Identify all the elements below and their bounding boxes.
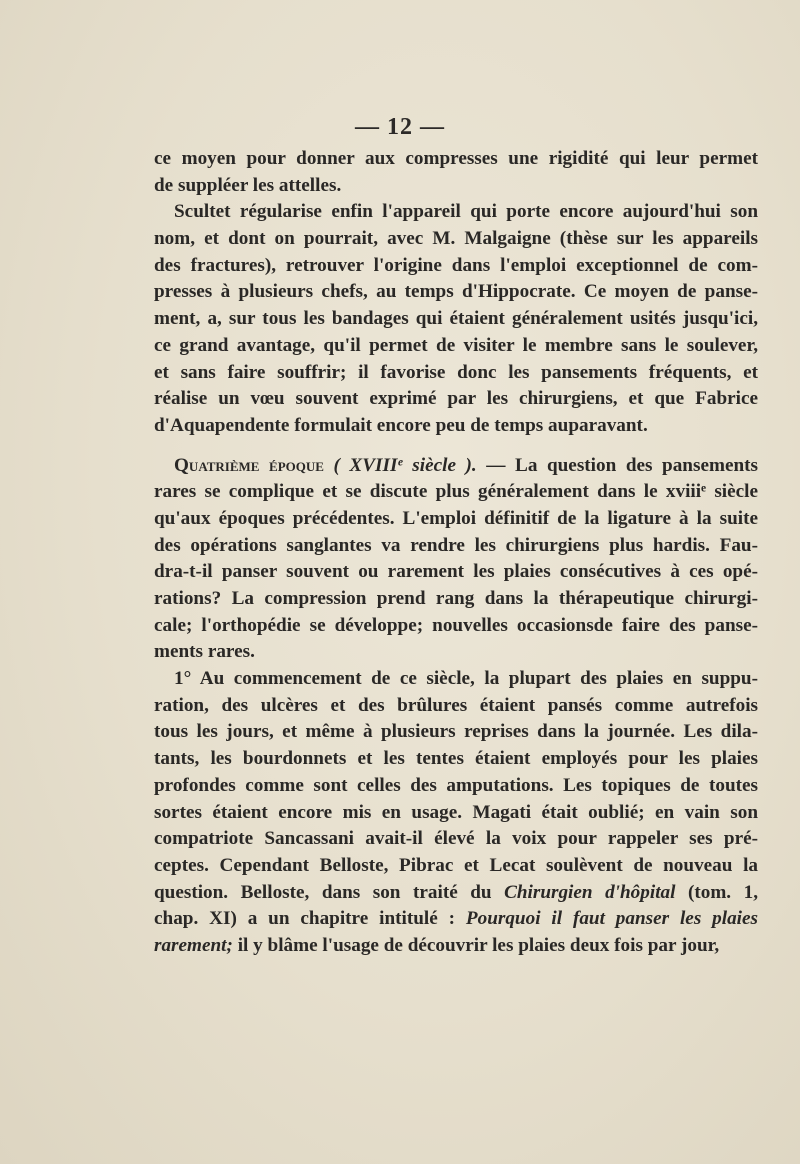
- text-line: ment, a, sur tous les bandages qui étaient généralement usités jusqu'ici,: [154, 308, 758, 330]
- text-line: [154, 880, 758, 907]
- text-line: 1° Au commencement de ce siècle, la plupart des plaies en suppu-: [174, 668, 758, 690]
- page-number: — 12 —: [355, 114, 445, 140]
- text-line: [154, 906, 758, 933]
- text-line: rares se complique et se discute plus généralement dans le xviiiᵉ siècle: [154, 481, 758, 503]
- chapter-title-end: rarement;: [154, 934, 233, 956]
- text-line: Scultet régularise enfin l'appareil qui porte encore aujourd'hui son: [174, 201, 758, 223]
- body-text: [154, 146, 758, 960]
- book-title: Chirurgien d'hôpital: [504, 881, 676, 903]
- text-line: des opérations sanglantes va rendre les chirurgiens plus hardis. Fau-: [154, 534, 758, 556]
- text-line: ceptes. Cependant Belloste, Pibrac et Lecat soulèvent de nouveau la: [154, 854, 758, 876]
- text-line: ce grand avantage, qu'il permet de visiter le membre sans le soulever,: [154, 334, 758, 356]
- paragraph-gap: [154, 440, 758, 453]
- heading-continuation: — La question des pansements: [476, 454, 758, 476]
- text-line: tous les jours, et même à plusieurs reprises dans la journée. Les dila-: [154, 721, 758, 743]
- text-fragment: chap. XI) a un chapitre intitulé :: [154, 908, 456, 930]
- text-line: rations? La compression prend rang dans la thérapeutique chirurgi-: [154, 588, 758, 609]
- chapter-title: Pourquoi il faut panser les plaies: [465, 908, 758, 930]
- text-line: profondes comme sont celles des amputations. Les topiques de toutes: [154, 774, 758, 796]
- text-line: ments rares.: [154, 641, 255, 663]
- text-fragment: question. Belloste, dans son traité du: [154, 881, 492, 903]
- text-line: nom, et dont on pourrait, avec M. Malgaigne (thèse sur les appareils: [154, 228, 758, 250]
- text-line: qu'aux époques précédentes. L'emploi définitif de la ligature à la suite: [154, 507, 758, 529]
- text-line: ration, des ulcères et des brûlures étaient pansés comme autrefois: [154, 694, 758, 716]
- text-line: de suppléer les attelles.: [154, 174, 342, 196]
- section-heading: Quatrième époque: [174, 454, 324, 476]
- text-fragment: il y blâme l'usage de découvrir les plaies deux fois par jour,: [232, 934, 720, 956]
- text-line: ce moyen pour donner aux compresses une rigidité qui leur permet: [154, 148, 758, 169]
- text-line: tants, les bourdonnets et les tentes étaient employés pour les plaies: [154, 748, 758, 770]
- text-line: et sans faire souffrir; il favorise donc les pansements fréquents, et: [154, 361, 758, 383]
- section-period: ( XVIIIᵉ siècle ).: [333, 454, 477, 476]
- text-line: [154, 933, 758, 960]
- text-line: des fractures), retrouver l'origine dans l'emploi exceptionnel de com-: [154, 254, 758, 276]
- text-line: sortes étaient encore mis en usage. Magati était oublié; en vain son: [154, 801, 758, 823]
- text-line: dra-t-il panser souvent ou rarement les plaies consécutives à ces opé-: [154, 561, 758, 583]
- text-line: cale; l'orthopédie se développe; nouvelles occasionsde faire des panse-: [154, 614, 758, 636]
- section-heading-line: [154, 453, 758, 480]
- text-line: d'Aquapendente formulait encore peu de temps auparavant.: [154, 414, 648, 436]
- text-line: presses à plusieurs chefs, au temps d'Hippocrate. Ce moyen de panse-: [154, 281, 758, 303]
- text-line: compatriote Sancassani avait-il élevé la voix pour rappeler ses pré-: [154, 828, 758, 850]
- text-fragment: (tom. 1,: [675, 881, 758, 903]
- text-line: réalise un vœu souvent exprimé par les chirurgiens, et que Fabrice: [154, 388, 758, 410]
